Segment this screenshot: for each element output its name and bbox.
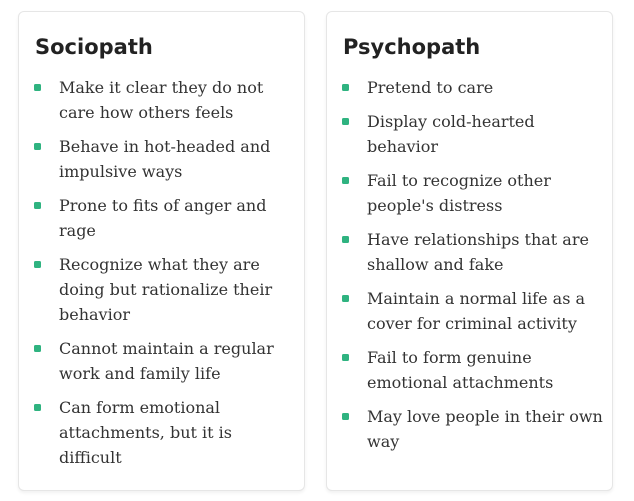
list-item (31, 134, 297, 184)
list-item-text: Prone to fits of anger and rage (59, 196, 267, 240)
list-item (339, 109, 605, 159)
bullet-icon (342, 354, 349, 361)
bullet-icon (342, 413, 349, 420)
bullet-icon (342, 236, 349, 243)
list-item-text: Cannot maintain a regular work and family life (59, 339, 274, 383)
list-item-text: May love people in their own way (367, 407, 603, 451)
bullet-icon (34, 345, 41, 352)
bullet-icon (342, 84, 349, 91)
list-item (339, 286, 605, 336)
sociopath-list (31, 75, 297, 479)
list-item-text: Recognize what they are doing but rationalize their behavior (59, 255, 273, 324)
list-item-text: Behave in hot-headed and impulsive ways (59, 137, 271, 181)
bullet-icon (34, 404, 41, 411)
list-item (31, 252, 297, 327)
bullet-icon (342, 177, 349, 184)
bullet-icon (342, 118, 349, 125)
psychopath-list (339, 75, 605, 463)
list-item (31, 193, 297, 243)
list-item (31, 336, 297, 386)
list-item-text: Display cold-hearted behavior (367, 112, 535, 156)
list-item-text: Pretend to care (367, 78, 494, 97)
list-item (31, 75, 297, 125)
list-item (339, 227, 605, 277)
list-item (339, 404, 605, 454)
list-item (339, 75, 605, 100)
bullet-icon (34, 261, 41, 268)
sociopath-card (18, 11, 305, 491)
bullet-icon (342, 295, 349, 302)
psychopath-card (326, 11, 613, 491)
list-item (339, 345, 605, 395)
bullet-icon (34, 202, 41, 209)
list-item-text: Can form emotional attachments, but it is difficult (59, 398, 232, 467)
list-item-text: Maintain a normal life as a cover for criminal activity (367, 289, 586, 333)
list-item (31, 395, 297, 470)
list-item-text: Fail to recognize other people's distress (367, 171, 551, 215)
sociopath-title: Sociopath (35, 35, 153, 59)
list-item-text: Fail to form genuine emotional attachments (367, 348, 554, 392)
list-item-text: Make it clear they do not care how others feels (59, 78, 264, 122)
bullet-icon (34, 84, 41, 91)
list-item (339, 168, 605, 218)
list-item-text: Have relationships that are shallow and fake (367, 230, 589, 274)
bullet-icon (34, 143, 41, 150)
psychopath-title: Psychopath (343, 35, 481, 59)
